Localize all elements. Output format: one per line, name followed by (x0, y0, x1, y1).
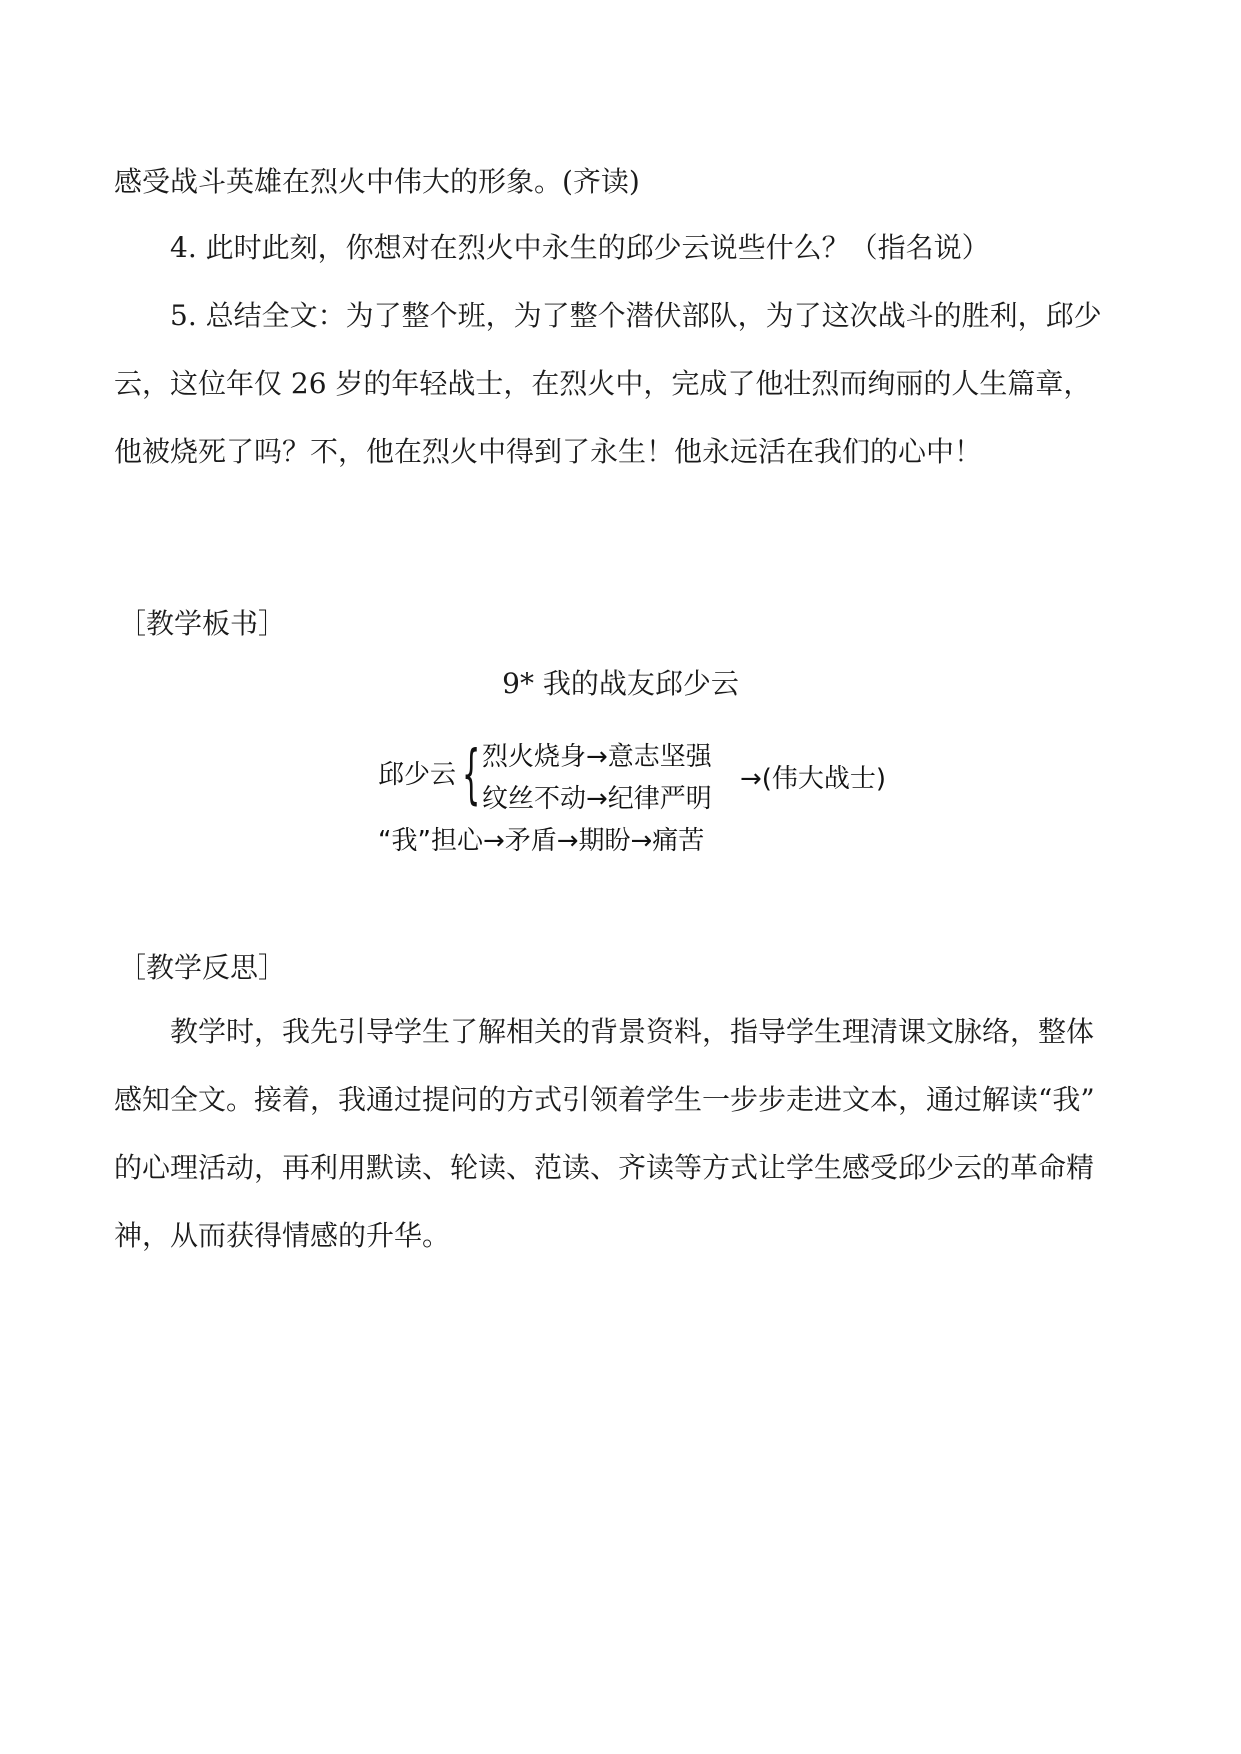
board-result: →(伟大战士) (740, 764, 887, 794)
board-title: 9* 我的战友邱少云 (502, 667, 739, 700)
board-subject: 邱少云 (378, 760, 457, 790)
paragraph-line: 感受战斗英雄在烈火中伟大的形象。(齐读) (114, 165, 640, 198)
paragraph-line: 感知全文。接着，我通过提问的方式引领着学生一步步走进文本，通过解读“我” (114, 1083, 1095, 1116)
paragraph-line: 云，这位年仅 26 岁的年轻战士，在烈火中，完成了他壮烈而绚丽的人生篇章， (114, 367, 1092, 400)
paragraph-line: 神，从而获得情感的升华。 (114, 1219, 451, 1252)
board-branch-2: 纹丝不动→纪律严明 (482, 784, 712, 814)
brace-icon: { (462, 738, 481, 812)
paragraph-line: 4. 此时此刻，你想对在烈火中永生的邱少云说些什么？（指名说） (170, 231, 990, 264)
section-heading-board: ［教学板书］ (118, 607, 287, 640)
board-line-3: “我”担心→矛盾→期盼→痛苦 (378, 826, 705, 856)
section-heading-reflection: ［教学反思］ (118, 951, 287, 984)
paragraph-line: 的心理活动，再利用默读、轮读、范读、齐读等方式让学生感受邱少云的革命精 (114, 1151, 1095, 1184)
paragraph-line: 5. 总结全文：为了整个班，为了整个潜伏部队，为了这次战斗的胜利，邱少 (170, 299, 1102, 332)
paragraph-line: 他被烧死了吗？不，他在烈火中得到了永生！他永远活在我们的心中！ (114, 435, 983, 468)
board-branch-1: 烈火烧身→意志坚强 (482, 742, 712, 772)
paragraph-line: 教学时，我先引导学生了解相关的背景资料，指导学生理清课文脉络，整体 (170, 1015, 1095, 1048)
